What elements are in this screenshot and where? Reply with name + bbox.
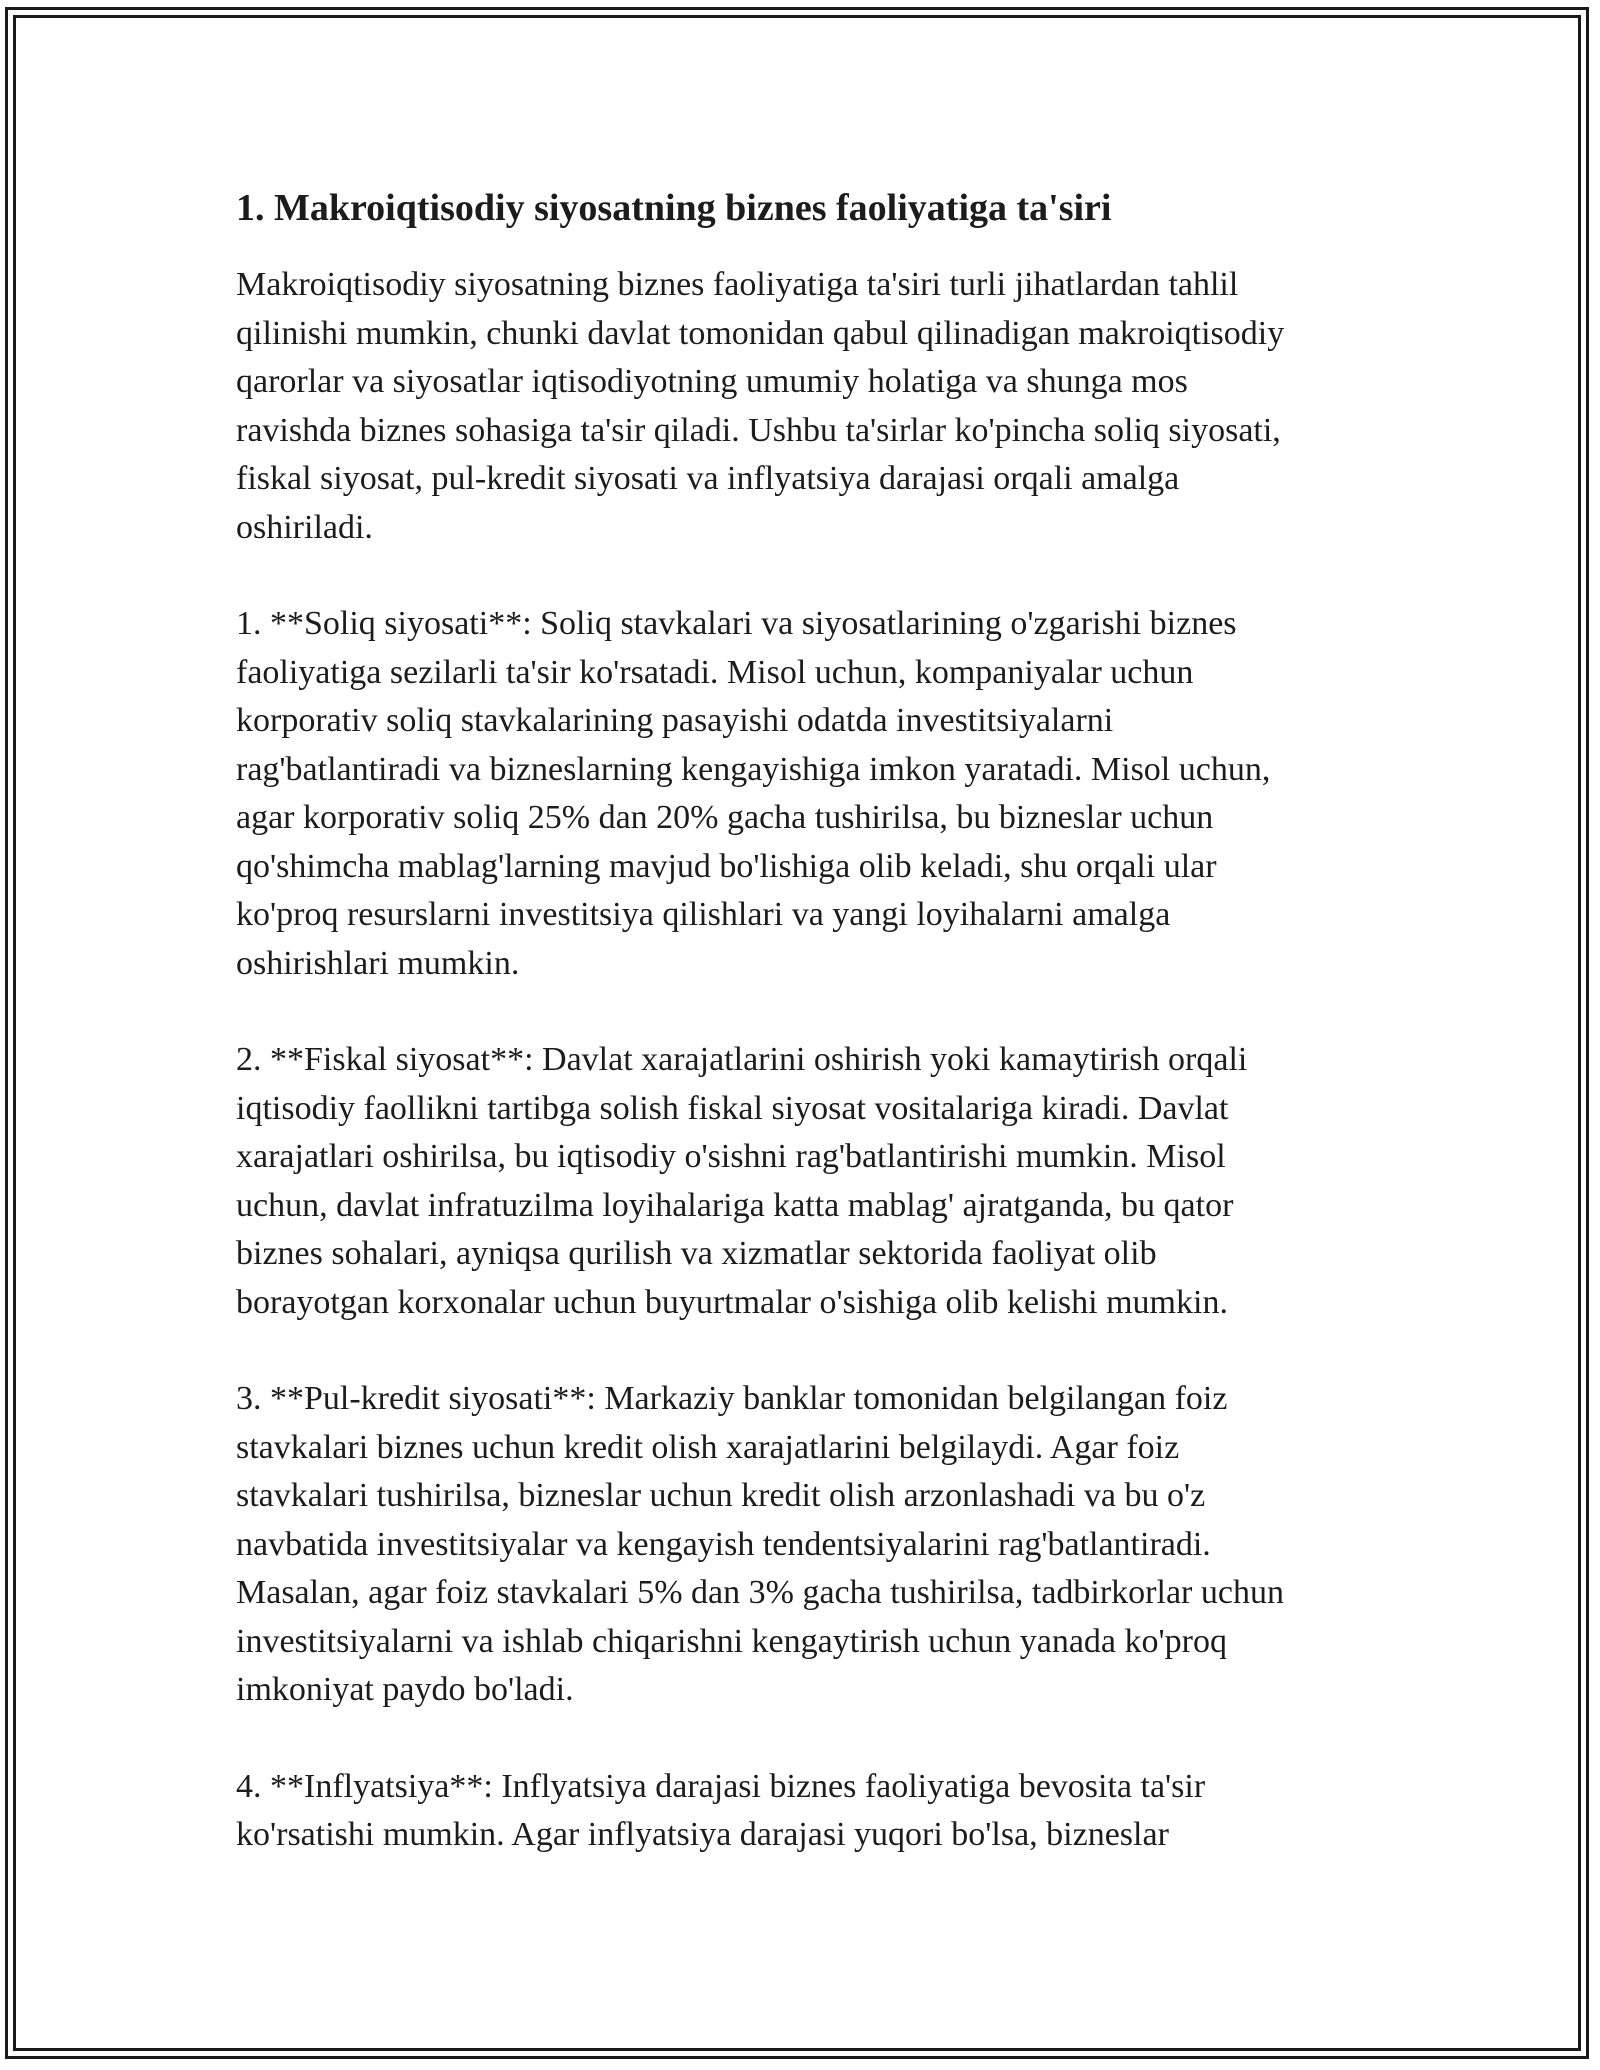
document-title: 1. Makroiqtisodiy siyosatning biznes faoliyatiga ta'siri <box>236 187 1112 229</box>
paragraph-pul-kredit-siyosati: 3. **Pul-kredit siyosati**: Markaziy banklar tomonidan belgilangan foiz stavkalari biznes uchun kredit olish xarajatlarini belgilaydi. Agar foiz stavkalari tushirilsa, bizneslar uchun kredit olish arzonlashadi va bu o'z navbatida investitsiyalar va kengayish tendentsiyalarini rag'batlantiradi. Masalan, agar foiz stavkalari 5% dan 3% gacha tushirilsa, tadbirkorlar uchun investitsiyalarni va ishlab chiqarishni kengaytirish uchun yanada ko'proq imkoniyat paydo bo'ladi. <box>236 1380 1284 1708</box>
paragraph-fiskal-siyosat: 2. **Fiskal siyosat**: Davlat xarajatlarini oshirish yoki kamaytirish orqali iqtisodiy faollikni tartibga solish fiskal siyosat vositalariga kiradi. Davlat xarajatlari oshirilsa, bu iqtisodiy o'sishni rag'batlantirishi mumkin. Misol uchun, davlat infratuzilma loyihalariga katta mablag' ajratganda, bu qator biznes sohalari, ayniqsa qurilish va xizmatlar sektorida faoliyat olib borayotgan korxonalar uchun buyurtmalar o'sishiga olib kelishi mumkin. <box>236 1041 1248 1321</box>
intro-paragraph: Makroiqtisodiy siyosatning biznes faoliyatiga ta'siri turli jihatlardan tahlil qilinishi mumkin, chunki davlat tomonidan qabul qilinadigan makroiqtisodiy qarorlar va siyosatlar iqtisodiyotning umumiy holatiga va shunga mos ravishda biznes sohasiga ta'sir qiladi. Ushbu ta'sirlar ko'pincha soliq siyosati, fiskal siyosat, pul-kredit siyosati va inflyatsiya darajasi orqali amalga oshiriladi. <box>236 266 1285 546</box>
paragraph-soliq-siyosati: 1. **Soliq siyosati**: Soliq stavkalari va siyosatlarining o'zgarishi biznes faoliyatiga sezilarli ta'sir ko'rsatadi. Misol uchun, kompaniyalar uchun korporativ soliq stavkalarining pasayishi odatda investitsiyalarni rag'batlantiradi va bizneslarning kengayishiga imkon yaratadi. Misol uchun, agar korporativ soliq 25% dan 20% gacha tushirilsa, bu bizneslar uchun qo'shimcha mablag'larning mavjud bo'lishiga olib keladi, shu orqali ular ko'proq resurslarni investitsiya qilishlari va yangi loyihalarni amalga oshirishlari mumkin. <box>236 605 1271 982</box>
paragraph-inflyatsiya: 4. **Inflyatsiya**: Inflyatsiya darajasi biznes faoliyatiga bevosita ta'sir ko'rsatishi mumkin. Agar inflyatsiya darajasi yuqori bo'lsa, bizneslar <box>236 1767 1206 1853</box>
document-body <box>236 185 1386 1908</box>
